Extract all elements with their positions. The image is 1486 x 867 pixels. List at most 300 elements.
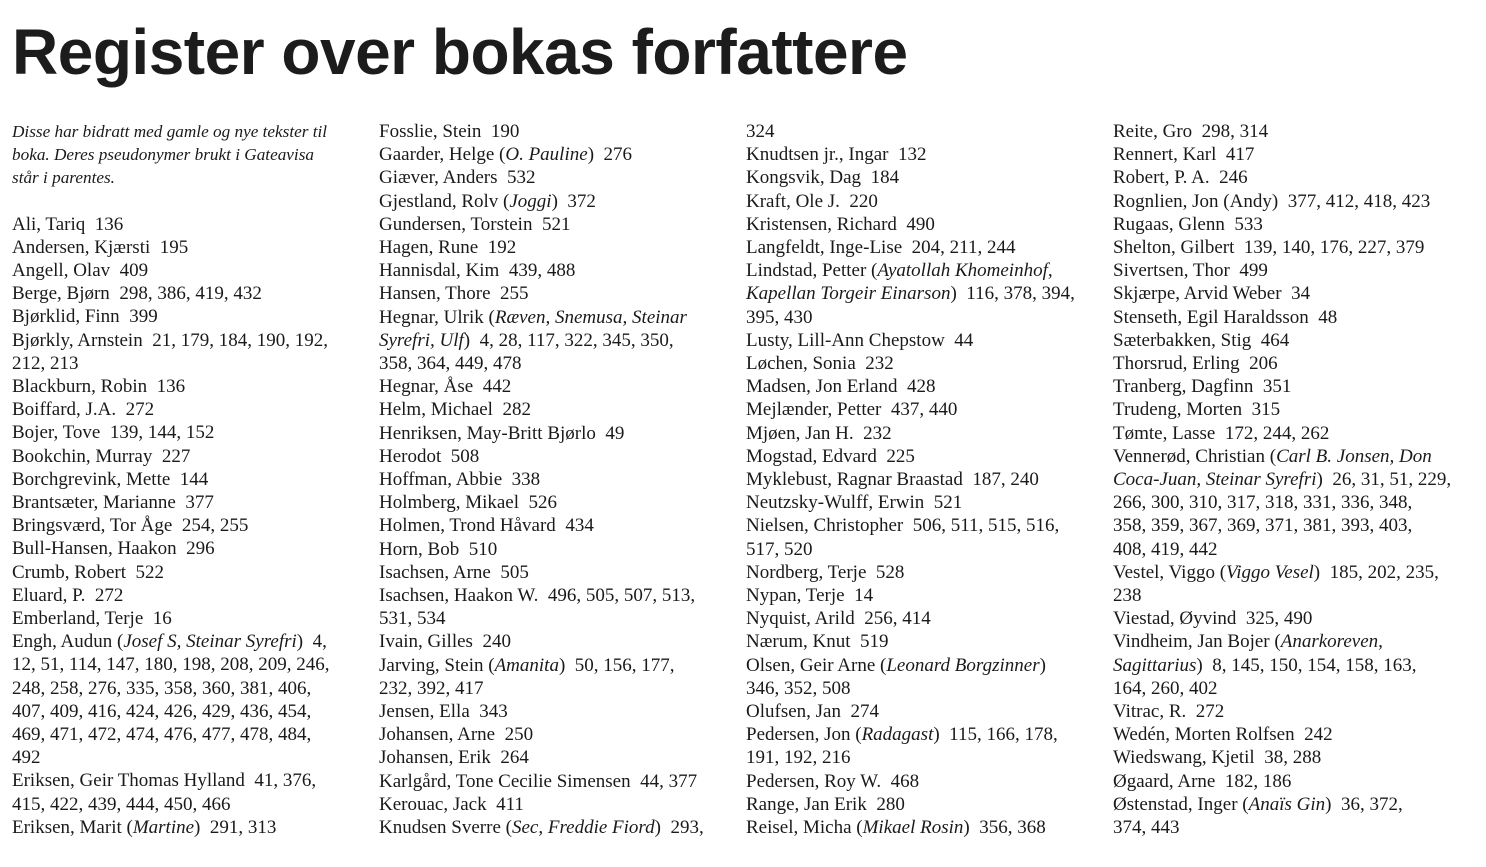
page-numbers: 116, 378, 394, <box>966 283 1075 305</box>
page-numbers: 517, 520 <box>746 538 813 560</box>
page-numbers: 220 <box>849 190 878 212</box>
index-entry <box>379 816 724 839</box>
page-numbers: 254, 255 <box>181 515 249 537</box>
page-numbers: 242 <box>1304 724 1333 746</box>
page-numbers: 276 <box>603 144 633 166</box>
index-entry <box>379 259 724 282</box>
pseudonym: Joggi <box>509 190 552 212</box>
index-entry <box>746 422 1091 445</box>
author-name: Angell, Olav <box>12 260 111 282</box>
page-numbers: 272 <box>94 584 124 606</box>
page-numbers: 343 <box>479 701 508 723</box>
page-numbers: 264 <box>500 747 529 769</box>
author-name: Wiedswang, Kjetil <box>1113 747 1255 769</box>
index-entry <box>1113 514 1473 537</box>
page-numbers: 356, 368 <box>979 817 1046 839</box>
index-entry <box>12 607 357 630</box>
index-entry <box>12 421 357 444</box>
index-entry <box>379 491 724 514</box>
index-entry <box>746 166 1091 189</box>
index-entry <box>1113 468 1473 491</box>
pseudonym: Viggo Vesel <box>1226 561 1314 583</box>
index-entry <box>12 329 357 352</box>
index-entry <box>379 190 724 213</box>
index-entry <box>1113 329 1473 352</box>
index-entry <box>1113 445 1473 468</box>
author-name: Boiffard, J.A. <box>12 399 117 421</box>
page-numbers: 522 <box>135 561 164 583</box>
index-column-2 <box>379 120 724 839</box>
page-numbers: 182, 186 <box>1224 770 1292 792</box>
index-entry <box>12 398 357 421</box>
author-name: Shelton, Gilbert <box>1113 237 1235 259</box>
page-numbers: 274 <box>850 701 879 723</box>
pseudonym-close: ) <box>1039 654 1046 676</box>
index-entries <box>379 120 724 839</box>
author-name: Knudsen Sverre ( <box>379 817 512 839</box>
page-numbers: 407, 409, 416, 424, 426, 429, 436, 454, <box>12 700 312 722</box>
index-entry <box>746 143 1091 166</box>
author-name: Bojer, Tove <box>12 422 101 444</box>
author-name: Viestad, Øyvind <box>1113 608 1237 630</box>
page-numbers: 227 <box>161 445 191 467</box>
page-numbers: 16 <box>152 608 172 630</box>
pseudonym-close: ) <box>654 817 661 839</box>
index-entry <box>12 491 357 514</box>
pseudonym: Mikael Rosin <box>862 817 964 839</box>
page-numbers: 12, 51, 114, 147, 180, 198, 208, 209, 246, <box>12 654 330 676</box>
index-entry <box>1113 584 1473 607</box>
page-numbers: 232, 392, 417 <box>379 677 484 699</box>
author-name: Myklebust, Ragnar Braastad <box>746 469 963 491</box>
author-name: Mogstad, Edvard <box>746 445 877 467</box>
index-entry <box>1113 677 1473 700</box>
index-entry <box>746 677 1091 700</box>
pseudonym: Kapellan Torgeir Einarson <box>746 283 951 305</box>
index-entry <box>12 514 357 537</box>
page-numbers: 212, 213 <box>12 352 79 374</box>
page-numbers: 232 <box>863 422 892 444</box>
author-name: Helm, Michael <box>379 399 493 421</box>
page-numbers: 8, 145, 150, 154, 158, 163, <box>1212 654 1417 676</box>
intro-line: boka. Deres pseudonymer brukt i Gateavisa <box>12 145 314 165</box>
pseudonym: Anaïs Gin <box>1248 793 1326 815</box>
pseudonym-close: ) <box>296 631 304 653</box>
page-numbers: 4, 28, 117, 322, 345, 350, <box>479 329 674 351</box>
author-name: Pedersen, Jon ( <box>746 724 862 746</box>
author-name: Borchgrevink, Mette <box>12 468 171 490</box>
page-numbers: 136 <box>156 376 186 398</box>
index-entry <box>1113 770 1473 793</box>
page-numbers: 192 <box>487 237 517 259</box>
page-numbers: 411 <box>496 793 524 815</box>
index-entry <box>379 746 724 769</box>
index-entry <box>746 770 1091 793</box>
author-name: Reite, Gro <box>1113 121 1193 142</box>
index-entry <box>1113 746 1473 769</box>
index-entry <box>379 514 724 537</box>
page-numbers: 346, 352, 508 <box>746 677 851 699</box>
index-entry <box>12 468 357 491</box>
index-entry <box>746 491 1091 514</box>
page-numbers: 191, 192, 216 <box>746 747 851 769</box>
index-entry <box>746 259 1091 282</box>
index-entry <box>379 677 724 700</box>
author-name: Knudtsen jr., Ingar <box>746 144 889 166</box>
index-entry <box>1113 120 1473 143</box>
page-numbers: 232 <box>865 353 894 375</box>
index-entry <box>1113 422 1473 445</box>
page-numbers: 505 <box>500 561 529 583</box>
author-name: Range, Jan Erik <box>746 793 867 815</box>
page-title: Register over bokas forfattere <box>12 16 908 88</box>
index-entry <box>746 816 1091 839</box>
page-numbers: 395, 430 <box>746 306 813 328</box>
index-entry <box>1113 607 1473 630</box>
author-name: Johansen, Arne <box>379 724 496 746</box>
index-entry <box>1113 538 1473 561</box>
author-name: Nyquist, Arild <box>746 608 855 630</box>
page-numbers: 172, 244, 262 <box>1224 422 1330 444</box>
author-name: Ivain, Gilles <box>379 631 473 653</box>
author-name: Andersen, Kjærsti <box>12 236 151 258</box>
author-name: Isachsen, Arne <box>379 561 491 583</box>
index-entry <box>1113 561 1473 584</box>
page-numbers: 409 <box>119 260 149 282</box>
page-numbers: 272 <box>125 399 155 421</box>
index-entry <box>746 468 1091 491</box>
pseudonym-close: ) <box>558 654 566 676</box>
page-numbers: 255 <box>500 283 529 305</box>
page-numbers: 206 <box>1249 353 1278 375</box>
author-name: Østenstad, Inger ( <box>1113 793 1249 815</box>
index-entry <box>746 561 1091 584</box>
page-numbers: 184 <box>870 167 900 189</box>
pseudonym-close: ) <box>950 283 957 305</box>
pseudonym: Radagast <box>861 724 934 746</box>
index-entry <box>379 770 724 793</box>
index-entry <box>379 306 724 329</box>
page-numbers: 250 <box>504 724 534 746</box>
page-numbers: 136 <box>94 213 124 235</box>
index-entry <box>746 700 1091 723</box>
index-entry <box>379 445 724 468</box>
author-name: Crumb, Robert <box>12 561 126 583</box>
page-numbers: 280 <box>876 793 905 815</box>
index-entry <box>746 306 1091 329</box>
author-name: Lindstad, Petter ( <box>746 260 878 282</box>
author-name: Rennert, Karl <box>1113 144 1217 166</box>
page-numbers: 4, <box>312 631 327 653</box>
index-entry <box>746 213 1091 236</box>
page-numbers: 293, <box>670 817 704 839</box>
page-numbers: 417 <box>1225 144 1255 166</box>
index-entry <box>12 816 357 839</box>
page-numbers: 358, 364, 449, 478 <box>379 353 522 375</box>
page-numbers: 338 <box>511 469 541 491</box>
index-entry <box>12 723 357 746</box>
index-entry <box>746 398 1091 421</box>
pseudonym: Sagittarius <box>1113 654 1197 676</box>
pseudonym: Carl B. Jonsen, Don <box>1276 445 1432 467</box>
index-entry <box>12 375 357 398</box>
index-entry <box>12 677 357 700</box>
page-numbers: 48 <box>1318 306 1338 328</box>
pseudonym: Coca-Juan, Steinar Syrefri <box>1113 469 1317 491</box>
page-numbers: 144 <box>179 468 209 490</box>
author-name: Thorsrud, Erling <box>1113 353 1240 375</box>
pseudonym: Ayatollah Khomeinhof, <box>877 260 1053 282</box>
author-name: Nærum, Knut <box>746 631 851 653</box>
page-numbers: 240 <box>482 631 511 653</box>
index-column-3 <box>746 120 1091 839</box>
index-entry <box>1113 190 1473 213</box>
page-numbers: 256, 414 <box>864 608 931 630</box>
author-name: Emberland, Terje <box>12 608 144 630</box>
index-entry <box>379 422 724 445</box>
page-numbers: 38, 288 <box>1264 747 1322 769</box>
pseudonym: Sec, Freddie Fiord <box>511 817 655 839</box>
author-name: Kongsvik, Dag <box>746 167 862 189</box>
page-numbers: 50, 156, 177, <box>574 654 675 676</box>
page-numbers: 377 <box>185 492 214 514</box>
page-numbers: 499 <box>1239 260 1268 282</box>
index-entry <box>379 700 724 723</box>
page-numbers: 519 <box>860 631 889 653</box>
index-entry <box>1113 375 1473 398</box>
author-name: Bookchin, Murray <box>12 445 153 467</box>
index-entry <box>379 723 724 746</box>
index-entry <box>379 375 724 398</box>
author-name: Jarving, Stein ( <box>379 654 495 676</box>
page-numbers: 399 <box>129 306 158 328</box>
author-name: Vitrac, R. <box>1113 701 1187 723</box>
page-numbers: 469, 471, 472, 474, 476, 477, 478, 484, <box>12 724 312 746</box>
index-entry <box>12 352 357 375</box>
page-numbers: 428 <box>906 376 936 398</box>
index-entry <box>746 630 1091 653</box>
page-numbers: 358, 359, 367, 369, 371, 381, 393, 403, <box>1113 515 1413 537</box>
intro-line: står i parentes. <box>12 168 115 188</box>
page-numbers: 14 <box>854 585 874 607</box>
author-name: Hoffman, Abbie <box>379 469 503 491</box>
index-entry <box>1113 793 1473 816</box>
page-numbers: 533 <box>1234 213 1263 235</box>
page-numbers: 41, 376, <box>254 770 317 792</box>
author-name: Eriksen, Marit ( <box>12 816 133 838</box>
page-numbers: 291, 313 <box>209 816 277 838</box>
author-name: Nypan, Terje <box>746 585 845 607</box>
author-name: Johansen, Erik <box>379 747 491 769</box>
page-numbers: 238 <box>1113 585 1142 607</box>
index-entry <box>746 445 1091 468</box>
author-name: Giæver, Anders <box>379 167 498 189</box>
author-name: Lusty, Lill-Ann Chepstow <box>746 329 945 351</box>
author-name: Holmberg, Mikael <box>379 492 520 514</box>
author-name: Vindheim, Jan Bojer ( <box>1113 631 1281 653</box>
intro-text <box>12 120 357 190</box>
index-entry <box>12 746 357 769</box>
author-name: Vennerød, Christian ( <box>1113 445 1277 467</box>
index-entry <box>1113 398 1473 421</box>
author-name: Ali, Tariq <box>12 213 86 235</box>
author-name: Langfeldt, Inge-Lise <box>746 237 903 259</box>
pseudonym-close: ) <box>1325 793 1332 815</box>
page-numbers: 272 <box>1195 701 1225 723</box>
index-entry <box>379 282 724 305</box>
author-name: Trudeng, Morten <box>1113 399 1243 421</box>
index-entry <box>379 352 724 375</box>
index-entry <box>1113 816 1473 839</box>
author-name: Rugaas, Glenn <box>1113 213 1225 235</box>
intro-line: Disse har bidratt med gamle og nye tekster til <box>12 122 328 141</box>
page-numbers: 204, 211, 244 <box>911 237 1016 259</box>
pseudonym: Anarkoreven, <box>1280 631 1383 653</box>
page-numbers: 434 <box>565 515 594 537</box>
index-entry <box>12 653 357 676</box>
page-numbers: 521 <box>541 213 571 235</box>
index-entry <box>1113 723 1473 746</box>
pseudonym-close: ) <box>194 816 201 838</box>
author-name: Karlgård, Tone Cecilie Simensen <box>379 770 631 792</box>
index-entry <box>746 654 1091 677</box>
index-entry <box>746 607 1091 630</box>
pseudonym-close: ) <box>1196 654 1203 676</box>
index-entry <box>1113 166 1473 189</box>
page-numbers: 187, 240 <box>972 469 1039 491</box>
index-entry <box>12 236 357 259</box>
page-numbers: 26, 31, 51, 229, <box>1332 469 1452 491</box>
index-entry <box>12 305 357 328</box>
author-name: Bull-Hansen, Haakon <box>12 538 177 560</box>
author-name: Hannisdal, Kim <box>379 260 500 282</box>
index-entry <box>379 654 724 677</box>
author-name: Vestel, Viggo ( <box>1113 561 1227 583</box>
page-numbers: 298, 386, 419, 432 <box>119 283 262 305</box>
index-entry <box>746 236 1091 259</box>
pseudonym: Martine <box>132 816 195 838</box>
index-entry <box>1113 143 1473 166</box>
index-entry <box>1113 700 1473 723</box>
page-numbers: 282 <box>502 399 531 421</box>
author-name: Berge, Bjørn <box>12 283 110 305</box>
pseudonym: Syrefri, Ulf <box>379 329 464 351</box>
author-name: Henriksen, May-Britt Bjørlo <box>379 422 596 444</box>
author-name: Mejlænder, Petter <box>746 399 882 421</box>
author-name: Hegnar, Åse <box>379 376 474 398</box>
author-name: Brantsæter, Marianne <box>12 492 176 514</box>
author-name: Isachsen, Haakon W. <box>379 585 539 607</box>
index-entry <box>1113 306 1473 329</box>
page-numbers: 44, 377 <box>640 770 698 792</box>
author-name: Fosslie, Stein <box>379 121 482 142</box>
page-numbers: 248, 258, 276, 335, 358, 360, 381, 406, <box>12 677 312 699</box>
pseudonym-close: ) <box>551 190 558 212</box>
page-numbers: 296 <box>186 538 215 560</box>
pseudonym-close: ) <box>1313 561 1321 583</box>
index-entry <box>1113 630 1473 653</box>
index-entry <box>379 468 724 491</box>
page-numbers: 132 <box>897 144 927 166</box>
index-entry <box>12 793 357 816</box>
author-name: Gundersen, Torstein <box>379 213 533 235</box>
author-name: Tranberg, Dagfinn <box>1113 376 1254 398</box>
page-numbers: 36, 372, <box>1340 793 1403 815</box>
author-name: Stenseth, Egil Haraldsson <box>1113 306 1309 328</box>
page-numbers: 496, 505, 507, 513, <box>547 585 696 607</box>
page-numbers: 377, 412, 418, 423 <box>1287 190 1431 212</box>
page-numbers: 372 <box>567 190 596 212</box>
index-entries <box>12 213 357 839</box>
index-entry <box>12 561 357 584</box>
index-entry <box>12 700 357 723</box>
page-numbers: 315 <box>1251 399 1281 421</box>
page-numbers: 468 <box>890 770 920 792</box>
index-entry <box>379 166 724 189</box>
page-numbers: 526 <box>528 492 558 514</box>
index-entry <box>746 584 1091 607</box>
page-numbers: 139, 144, 152 <box>109 422 215 444</box>
author-name: Robert, P. A. <box>1113 167 1210 189</box>
index-entry <box>12 630 357 653</box>
page-numbers: 190 <box>490 121 520 142</box>
author-name: Holmen, Trond Håvard <box>379 515 556 537</box>
author-name: Blackburn, Robin <box>12 376 148 398</box>
author-name: Gaarder, Helge ( <box>379 144 506 166</box>
page-numbers: 115, 166, 178, <box>949 724 1058 746</box>
page-numbers: 506, 511, 515, 516, <box>912 515 1060 537</box>
page-numbers: 298, 314 <box>1201 121 1269 142</box>
index-entry <box>379 607 724 630</box>
index-entry <box>12 769 357 792</box>
index-entry <box>746 538 1091 561</box>
author-name: Olufsen, Jan <box>746 701 841 723</box>
page-numbers: 492 <box>12 747 41 769</box>
author-name: Eriksen, Geir Thomas Hylland <box>12 770 245 792</box>
index-entry <box>1113 352 1473 375</box>
author-name: Kerouac, Jack <box>379 793 487 815</box>
author-name: Reisel, Micha ( <box>746 817 863 839</box>
pseudonym: Josef S, Steinar Syrefri <box>123 631 297 653</box>
author-name: Mjøen, Jan H. <box>746 422 854 444</box>
index-entry <box>12 282 357 305</box>
page-numbers: 324 <box>746 121 775 142</box>
index-entry <box>1113 213 1473 236</box>
author-name: Neutzsky-Wulff, Erwin <box>746 492 925 514</box>
author-name: Kristensen, Richard <box>746 213 897 235</box>
author-name: Rognlien, Jon (Andy) <box>1113 190 1279 212</box>
index-entry <box>379 120 724 143</box>
author-name: Bjørklid, Finn <box>12 306 120 328</box>
index-entry <box>746 723 1091 746</box>
index-entry <box>746 190 1091 213</box>
page-numbers: 139, 140, 176, 227, 379 <box>1243 237 1425 259</box>
index-entries <box>746 120 1091 839</box>
author-name: Bringsværd, Tor Åge <box>12 515 173 537</box>
page-numbers: 21, 179, 184, 190, 192, <box>152 329 328 351</box>
index-entry <box>379 236 724 259</box>
index-column-4 <box>1113 120 1473 839</box>
page-numbers: 464 <box>1260 329 1290 351</box>
index-entry <box>12 445 357 468</box>
page-numbers: 408, 419, 442 <box>1113 538 1218 560</box>
page-numbers: 531, 534 <box>379 608 446 630</box>
index-entry <box>379 143 724 166</box>
page-numbers: 34 <box>1291 283 1311 305</box>
page-numbers: 225 <box>886 445 915 467</box>
author-name: Hagen, Rune <box>379 237 479 259</box>
author-name: Løchen, Sonia <box>746 353 856 375</box>
